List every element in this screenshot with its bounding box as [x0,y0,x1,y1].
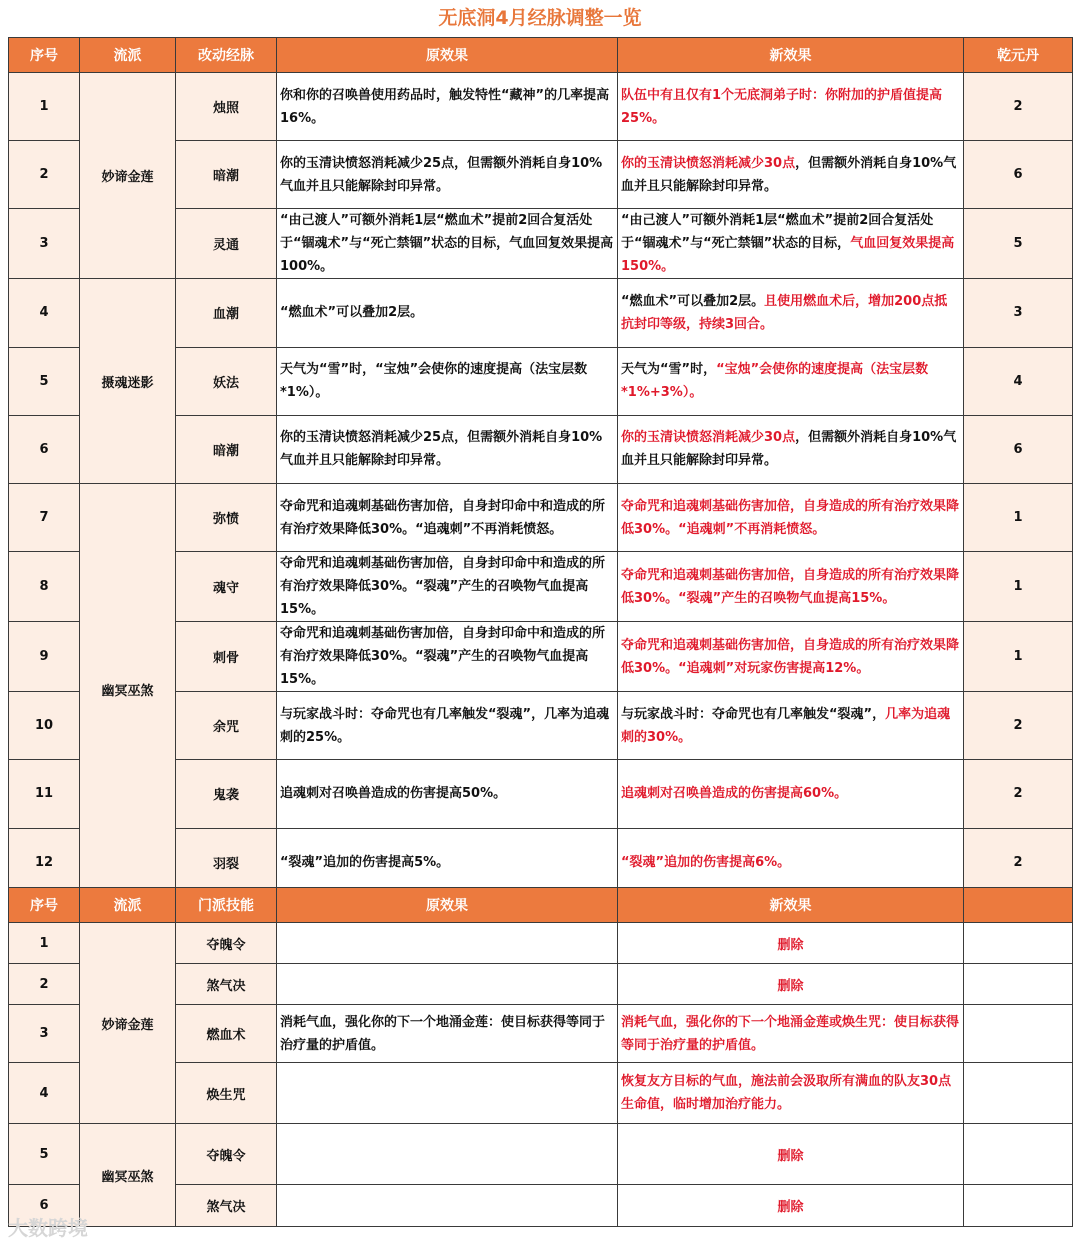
original-effect [277,1063,618,1124]
header-meridian: 改动经脉 [176,38,277,73]
empty-cell [964,1185,1073,1227]
original-effect: 夺命咒和追魂刺基础伤害加倍，自身封印命中和造成的所有治疗效果降低30%。“裂魂”产生的召唤物气血提高15%。 [277,552,618,622]
original-effect [277,923,618,964]
original-effect [277,964,618,1005]
meridian-name: 羽裂 [176,828,277,896]
row-no: 6 [9,415,80,483]
row-no: 11 [9,760,80,828]
watermark: 大数跨境 [8,1216,88,1240]
row-no: 2 [9,964,80,1005]
meridian-name: 烛照 [176,73,277,141]
original-effect: “由己渡人”可额外消耗1层“燃血术”提前2回合复活处于“锢魂术”与“死亡禁锢”状态的目标，气血回复效果提高100%。 [277,209,618,279]
original-effect: 你的玉清诀愤怒消耗减少25点，但需额外消耗自身10%气血并且只能解除封印异常。 [277,141,618,209]
original-effect: 你和你的召唤兽使用药品时，触发特性“藏神”的几率提高16%。 [277,73,618,141]
row-no: 1 [9,923,80,964]
original-effect: 天气为“雪”时，“宝烛”会使你的速度提高（法宝层数*1%）。 [277,347,618,415]
row-no: 7 [9,483,80,551]
school-cell: 幽冥巫煞 [80,1124,176,1227]
skill-name: 焕生咒 [176,1063,277,1124]
meridian-name: 刺骨 [176,622,277,692]
pill-count: 2 [964,73,1073,141]
header-new: 新效果 [618,888,964,923]
skill-name: 夺魄令 [176,1124,277,1185]
meridian-name: 鬼袭 [176,760,277,828]
original-effect: “裂魂”追加的伤害提高5%。 [277,828,618,896]
original-effect: 消耗气血，强化你的下一个地涌金莲：使目标获得等同于治疗量的护盾值。 [277,1005,618,1063]
original-effect: 夺命咒和追魂刺基础伤害加倍，自身封印命中和造成的所有治疗效果降低30%。“裂魂”产生的召唤物气血提高15%。 [277,622,618,692]
empty-cell [964,923,1073,964]
pill-count: 1 [964,622,1073,692]
row-no: 10 [9,692,80,760]
pill-count: 1 [964,552,1073,622]
new-effect: 消耗气血，强化你的下一个地涌金莲或焕生咒：使目标获得等同于治疗量的护盾值。 [618,1005,964,1063]
skill-name: 燃血术 [176,1005,277,1063]
meridian-name: 灵通 [176,209,277,279]
row-no: 2 [9,141,80,209]
header-skill: 门派技能 [176,888,277,923]
empty-cell [964,964,1073,1005]
meridian-name: 暗潮 [176,141,277,209]
new-effect: “裂魂”追加的伤害提高6%。 [618,828,964,896]
new-effect: 恢复友方目标的气血，施法前会汲取所有满血的队友30点生命值，临时增加治疗能力。 [618,1063,964,1124]
original-effect: “燃血术”可以叠加2层。 [277,279,618,347]
original-effect: 你的玉清诀愤怒消耗减少25点，但需额外消耗自身10%气血并且只能解除封印异常。 [277,415,618,483]
school-cell: 妙谛金莲 [80,923,176,1124]
new-effect: 你的玉清诀愤怒消耗减少30点，但需额外消耗自身10%气血并且只能解除封印异常。 [618,415,964,483]
new-effect: 夺命咒和追魂刺基础伤害加倍，自身造成的所有治疗效果降低30%。“裂魂”产生的召唤物气血提高15%。 [618,552,964,622]
empty-cell [964,1005,1073,1063]
header-new: 新效果 [618,38,964,73]
table-header [9,888,1073,923]
original-effect [277,1185,618,1227]
skill-name: 煞气决 [176,1185,277,1227]
header-empty [964,888,1073,923]
new-effect: 删除 [618,923,964,964]
original-effect: 与玩家战斗时：夺命咒也有几率触发“裂魂”，几率为追魂刺的25%。 [277,692,618,760]
new-effect: 删除 [618,1124,964,1185]
header-school: 流派 [80,888,176,923]
pill-count: 2 [964,828,1073,896]
table-row [9,483,1073,551]
meridian-name: 妖法 [176,347,277,415]
new-effect: “燃血术”可以叠加2层。且使用燃血术后，增加200点抵抗封印等级，持续3回合。 [618,279,964,347]
pill-count: 3 [964,279,1073,347]
new-effect: 夺命咒和追魂刺基础伤害加倍，自身造成的所有治疗效果降低30%。“追魂刺”对玩家伤害提高12%。 [618,622,964,692]
meridian-name: 余咒 [176,692,277,760]
header-no: 序号 [9,38,80,73]
table-row [9,73,1073,141]
pill-count: 2 [964,760,1073,828]
original-effect: 夺命咒和追魂刺基础伤害加倍，自身封印命中和造成的所有治疗效果降低30%。“追魂刺”不再消耗愤怒。 [277,483,618,551]
original-effect: 追魂刺对召唤兽造成的伤害提高50%。 [277,760,618,828]
table-row [9,1124,1073,1185]
pill-count: 1 [964,483,1073,551]
new-effect: 夺命咒和追魂刺基础伤害加倍，自身造成的所有治疗效果降低30%。“追魂刺”不再消耗愤怒。 [618,483,964,551]
original-effect [277,1124,618,1185]
row-no: 9 [9,622,80,692]
row-no: 12 [9,828,80,896]
skill-table [8,887,1073,1227]
new-effect: 删除 [618,1185,964,1227]
header-no: 序号 [9,888,80,923]
new-effect: 你的玉清诀愤怒消耗减少30点，但需额外消耗自身10%气血并且只能解除封印异常。 [618,141,964,209]
skill-name: 夺魄令 [176,923,277,964]
new-effect: 队伍中有且仅有1个无底洞弟子时：你附加的护盾值提高25%。 [618,73,964,141]
meridian-name: 暗潮 [176,415,277,483]
row-no: 1 [9,73,80,141]
table-row [9,279,1073,347]
row-no: 8 [9,552,80,622]
meridian-name: 弥愤 [176,483,277,551]
row-no: 6 [9,1185,80,1227]
table-header [9,38,1073,73]
pill-count: 2 [964,692,1073,760]
meridian-name: 魂守 [176,552,277,622]
pill-count: 6 [964,141,1073,209]
pill-count: 5 [964,209,1073,279]
pill-count: 4 [964,347,1073,415]
row-no: 3 [9,1005,80,1063]
header-original: 原效果 [277,888,618,923]
row-no: 4 [9,279,80,347]
pill-count: 6 [964,415,1073,483]
meridian-table [8,37,1073,897]
new-effect: 删除 [618,964,964,1005]
row-no: 3 [9,209,80,279]
header-original: 原效果 [277,38,618,73]
table-row [9,923,1073,964]
skill-name: 煞气决 [176,964,277,1005]
school-cell: 幽冥巫煞 [80,483,176,896]
page-title: 无底洞4月经脉调整一览 [438,7,642,29]
school-cell: 妙谛金莲 [80,73,176,279]
header-pills: 乾元丹 [964,38,1073,73]
new-effect: “由己渡人”可额外消耗1层“燃血术”提前2回合复活处于“锢魂术”与“死亡禁锢”状态的目标，气血回复效果提高150%。 [618,209,964,279]
row-no: 5 [9,1124,80,1185]
row-no: 4 [9,1063,80,1124]
school-cell: 摄魂迷影 [80,279,176,484]
empty-cell [964,1124,1073,1185]
new-effect: 天气为“雪”时，“宝烛”会使你的速度提高（法宝层数*1%+3%）。 [618,347,964,415]
row-no: 5 [9,347,80,415]
new-effect: 追魂刺对召唤兽造成的伤害提高60%。 [618,760,964,828]
new-effect: 与玩家战斗时：夺命咒也有几率触发“裂魂”，几率为追魂刺的30%。 [618,692,964,760]
empty-cell [964,1063,1073,1124]
meridian-name: 血潮 [176,279,277,347]
header-school: 流派 [80,38,176,73]
